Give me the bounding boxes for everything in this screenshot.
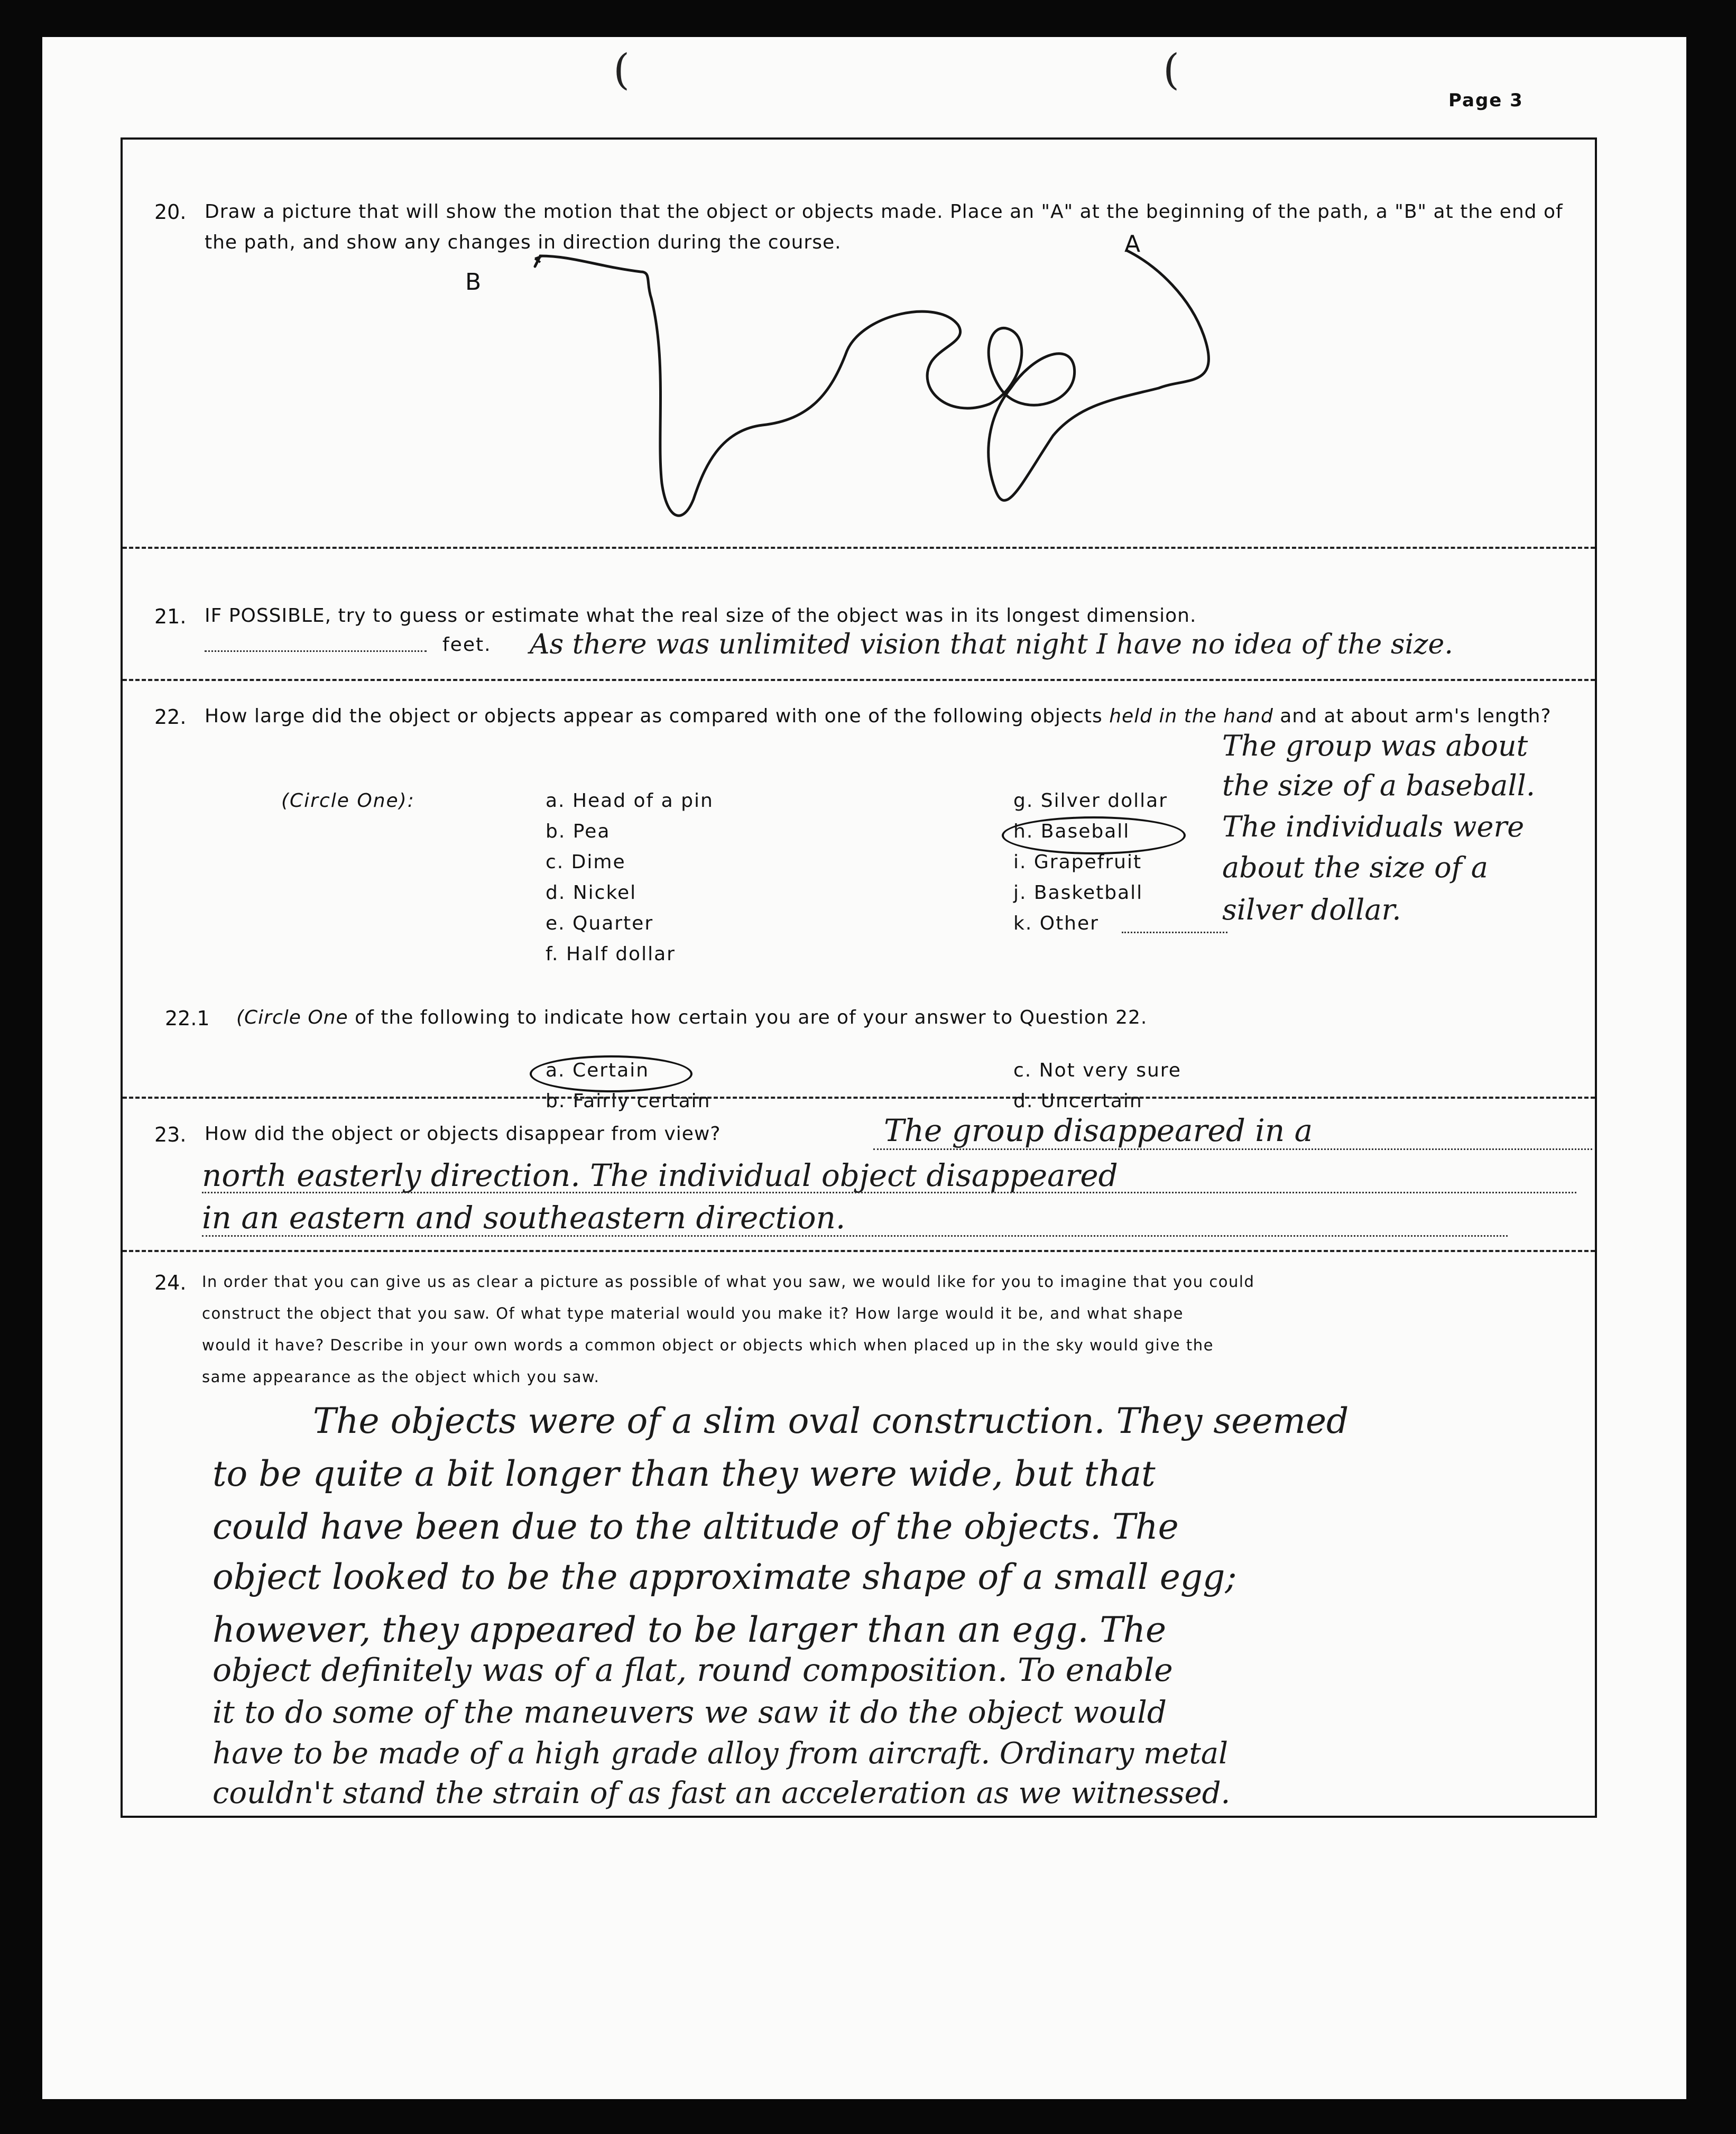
handwritten-answer-line: in an eastern and southeastern direction. <box>202 1200 846 1236</box>
option-uncertain[interactable]: d. Uncertain <box>1013 1090 1143 1112</box>
question-text-main: How large did the object or objects appear as compared with one of the following objects <box>205 705 1103 727</box>
question-text-end: and at about arm's length? <box>1280 705 1552 727</box>
question-text <box>205 701 1595 732</box>
option-not-very-sure[interactable]: c. Not very sure <box>1013 1060 1181 1081</box>
answer-line <box>202 1192 1576 1193</box>
question-number: 23. <box>154 1123 187 1146</box>
option-half-dollar[interactable]: f. Half dollar <box>546 943 676 965</box>
answer-line <box>202 1235 1508 1237</box>
handwritten-size-note-line: the size of a baseball. <box>1222 769 1536 802</box>
size-answer-line <box>205 650 427 652</box>
option-nickel[interactable]: d. Nickel <box>546 882 637 904</box>
question-number: 21. <box>154 605 187 628</box>
question-number: 22. <box>154 705 187 729</box>
question-text-emphasis: held in the hand <box>1109 705 1273 727</box>
handwritten-size-note-line: silver dollar. <box>1222 893 1401 926</box>
question-text-main: of the following to indicate how certain you are of your answer to Question 22. <box>355 1007 1148 1028</box>
circle-one-instruction: (Circle One): <box>281 790 415 812</box>
handwritten-description-line: however, they appeared to be larger than an egg. The <box>213 1609 1167 1650</box>
option-baseball[interactable]: h. Baseball <box>1013 821 1130 842</box>
questionnaire-form <box>121 137 1597 1818</box>
handwritten-size-note-line: The individuals were <box>1222 810 1525 843</box>
handwritten-description-line: could have been due to the altitude of the objects. The <box>213 1506 1179 1547</box>
handwritten-description-line: object definitely was of a flat, round composition. To enable <box>213 1652 1173 1689</box>
handwritten-description-line: The objects were of a slim oval construction. They seemed <box>313 1401 1349 1441</box>
handwritten-answer-line: The group disappeared in a <box>884 1112 1313 1148</box>
answer-line <box>873 1148 1592 1150</box>
handwritten-description-line: to be quite a bit longer than they were wide, but that <box>213 1454 1156 1494</box>
question-20 <box>123 140 1595 547</box>
other-answer-line <box>1122 932 1227 933</box>
option-silver-dollar[interactable]: g. Silver dollar <box>1013 790 1168 812</box>
handwritten-answer: As there was unlimited vision that night I have no idea of the size. <box>530 629 1453 660</box>
option-dime[interactable]: c. Dime <box>546 851 626 873</box>
handwritten-size-note-line: about the size of a <box>1222 851 1488 884</box>
selection-circle-certain <box>530 1055 692 1092</box>
motion-path-drawing <box>123 140 1595 547</box>
question-24 <box>123 1250 1595 1816</box>
option-other[interactable]: k. Other <box>1013 913 1099 934</box>
question-number: 24. <box>154 1271 187 1294</box>
path-line <box>535 251 1208 516</box>
question-text: IF POSSIBLE, try to guess or estimate what the real size of the object was in its longest dimension. <box>205 605 1197 627</box>
question-21 <box>123 547 1595 679</box>
handwritten-description-line: couldn't stand the strain of as fast an acceleration as we witnessed. <box>213 1776 1231 1810</box>
option-certain[interactable]: a. Certain <box>546 1060 650 1081</box>
binding-mark-right: ( <box>1163 45 1180 94</box>
question-23 <box>123 1097 1595 1250</box>
question-text-line: In order that you can give us as clear a picture as possible of what you saw, we would like for you to imagine that you could <box>202 1273 1255 1291</box>
page-number: Page 3 <box>1448 90 1523 111</box>
question-text <box>236 1002 1584 1033</box>
question-text: How did the object or objects disappear from view? <box>205 1123 721 1145</box>
question-number: 22.1 <box>165 1007 210 1030</box>
path-end-label: B <box>465 269 482 296</box>
handwritten-description-line: object looked to be the approximate shape of a small egg; <box>213 1557 1237 1597</box>
handwritten-size-note-line: The group was about <box>1222 729 1528 762</box>
option-grapefruit[interactable]: i. Grapefruit <box>1013 851 1142 873</box>
question-text: Draw a picture that will show the motion that the object or objects made. Place an "A" at the beginning of the path, a "B" at the end of the path, and show any changes in direction during the course. <box>205 201 1563 253</box>
option-quarter[interactable]: e. Quarter <box>546 913 654 934</box>
option-pea[interactable]: b. Pea <box>546 821 611 842</box>
option-fairly-certain[interactable]: b. Fairly certain <box>546 1090 711 1112</box>
handwritten-description-line: have to be made of a high grade alloy from aircraft. Ordinary metal <box>213 1736 1229 1771</box>
question-text-line: construct the object that you saw. Of what type material would you make it? How large would it be, and what shape <box>202 1304 1184 1322</box>
question-text-emphasis: (Circle One <box>236 1007 348 1028</box>
document-page <box>42 37 1686 2099</box>
option-head-of-pin[interactable]: a. Head of a pin <box>546 790 714 812</box>
question-text-line: would it have? Describe in your own words a common object or objects which when placed up in the sky would give the <box>202 1336 1214 1354</box>
binding-mark-left: ( <box>613 45 630 94</box>
path-start-label: A <box>1124 231 1141 257</box>
selection-circle-baseball <box>1002 816 1186 854</box>
unit-label: feet. <box>442 634 492 656</box>
option-basketball[interactable]: j. Basketball <box>1013 882 1143 904</box>
question-number: 20. <box>154 200 187 224</box>
question-text-line: same appearance as the object which you saw. <box>202 1368 600 1386</box>
handwritten-description-line: it to do some of the maneuvers we saw it do the object would <box>213 1694 1167 1730</box>
handwritten-answer-line: north easterly direction. The individual object disappeared <box>202 1157 1118 1193</box>
